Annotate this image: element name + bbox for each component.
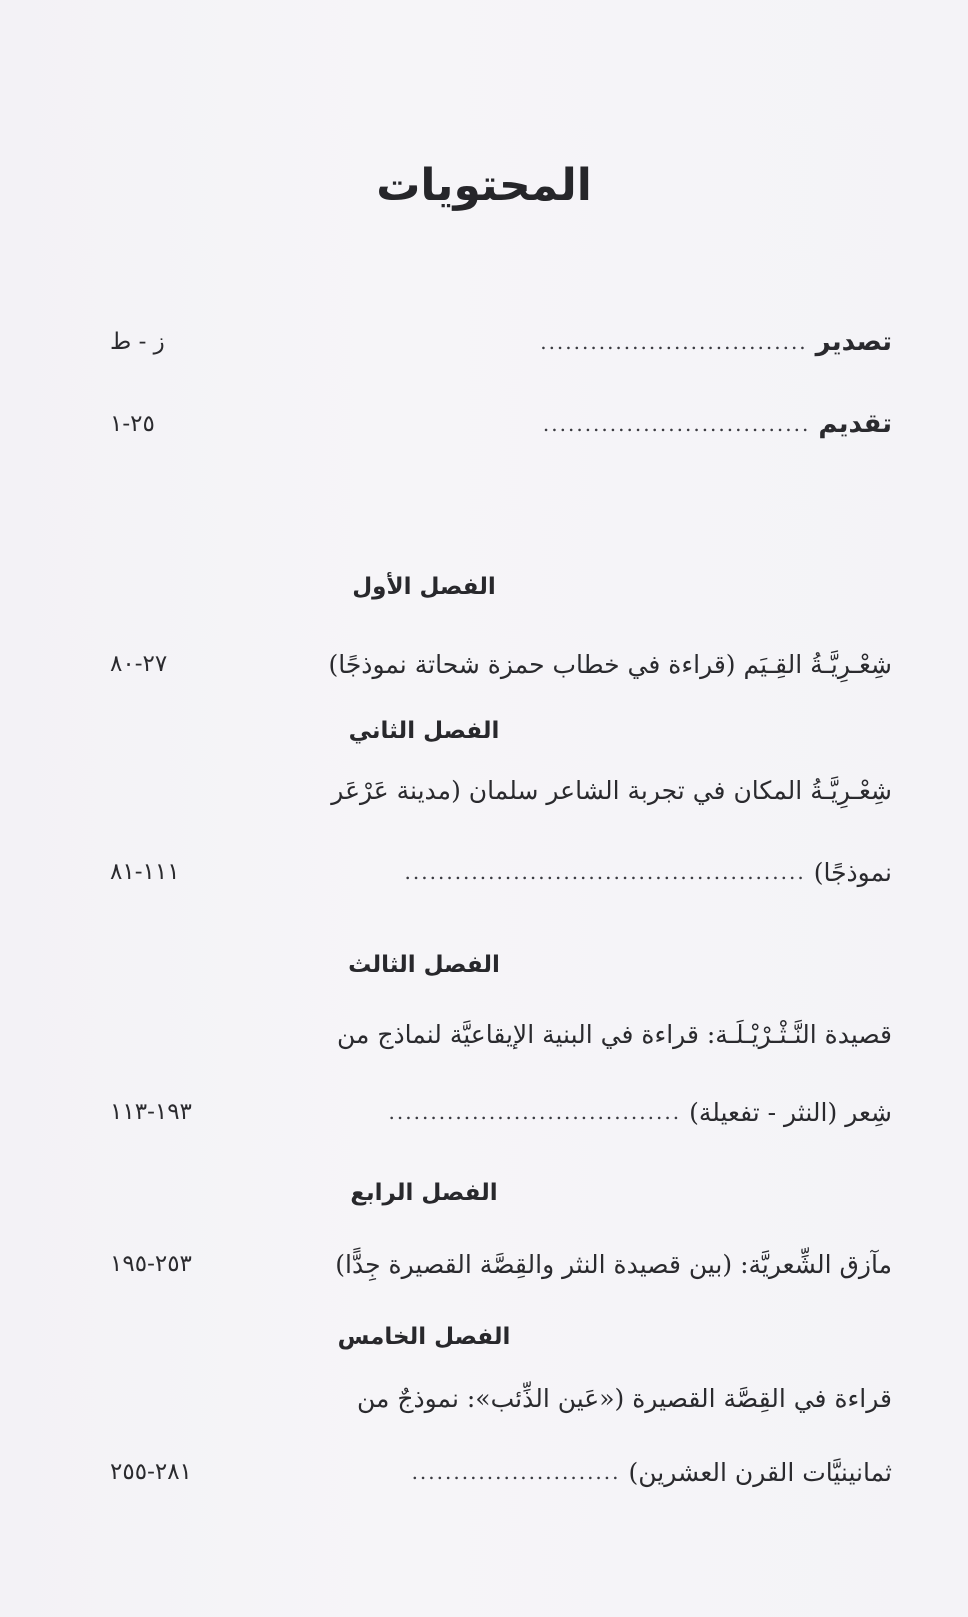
chapter-heading-4: الفصل الرابع — [350, 1180, 498, 1206]
leader-dots: ................................ — [540, 330, 808, 354]
toc-entry-foreword — [110, 314, 892, 370]
toc-entry-chapter-3 — [110, 1084, 892, 1140]
chapter-heading-5: الفصل الخامس — [337, 1324, 511, 1350]
toc-entry-chapter-4 — [110, 1236, 892, 1292]
entry-label: تقديم — [818, 409, 892, 439]
page-range: ٢٨١-٢٥٥ — [110, 1459, 192, 1485]
toc-entry-chapter-2 — [110, 844, 892, 900]
page-title: المحتويات — [376, 160, 592, 211]
entry-title: مآزق الشِّعريَّة: (بين قصيدة النثر والقِصَّة القصيرة جِدًّا) — [335, 1249, 892, 1279]
entry-title-line-1: قراءة في القِصَّة القصيرة («عَين الذِّئب»: نموذجٌ من — [356, 1384, 892, 1413]
entry-title-line-2: ثمانينيَّات القرن العشرين) — [628, 1457, 892, 1487]
chapter-heading-2: الفصل الثاني — [348, 718, 500, 744]
entry-title: شِعْـرِيَّـةُ القِـيَم (قراءة في خطاب حمزة شحاتة نموذجًا) — [328, 649, 892, 679]
page-range: ز - ط — [110, 329, 165, 355]
page-range: ٢٥-١ — [110, 411, 155, 437]
leader-dots: ................................... — [388, 1100, 682, 1124]
entry-title-line-2: نموذجًا) — [813, 857, 892, 887]
entry-title-line-1: شِعْـرِيَّـةُ المكان في تجربة الشاعر سلمان (مدينة عَرْعَر — [331, 776, 892, 805]
page-range: ١١١-٨١ — [110, 859, 180, 885]
leader-dots: ......................... — [411, 1460, 621, 1484]
chapter-heading-3: الفصل الثالث — [348, 952, 500, 978]
leader-dots: ................................ — [542, 412, 811, 436]
page-range: ١٩٣-١١٣ — [110, 1099, 192, 1125]
leader-dots: ................................................ — [404, 860, 806, 884]
toc-entry-chapter-1 — [110, 636, 892, 692]
page-range: ٢٧-٨٠ — [110, 651, 168, 677]
toc-entry-introduction — [110, 396, 892, 452]
page-range: ٢٥٣-١٩٥ — [110, 1251, 192, 1277]
entry-label: تصدير — [815, 327, 892, 357]
entry-title-line-1: قصيدة النَّـثْـرْيْـلَـة: قراءة في البنية الإيقاعيَّة لنماذج من — [337, 1020, 892, 1049]
entry-title-line-2: شِعر (النثر - تفعيلة) — [689, 1097, 892, 1127]
chapter-heading-1: الفصل الأول — [352, 574, 496, 600]
toc-entry-chapter-5 — [110, 1444, 892, 1500]
